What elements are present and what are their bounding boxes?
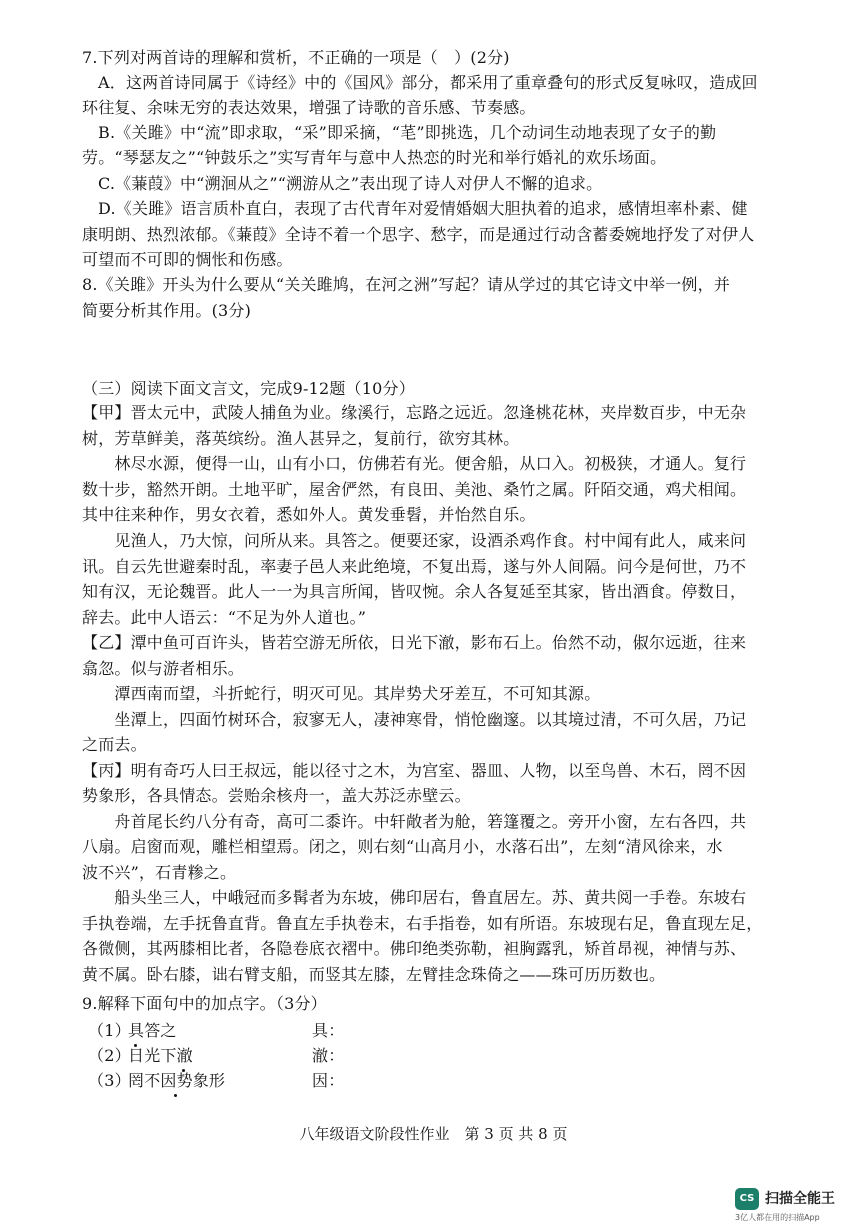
q7-option-d-line2: 康明朗、热烈浓郁。《蒹葭》全诗不着一个思字、愁字，而是通过行动含蓄委婉地抒发了对伊人 [82,225,755,244]
watermark-app-name: 扫描全能王 [765,1191,835,1207]
passage-line: 树，芳草鲜美，落英缤纷。渔人甚异之，复前行，欲穷其林。 [82,429,520,448]
q9-item-1-num: （1） [88,1021,131,1040]
camscanner-logo-icon: CS [735,1188,759,1210]
passage-line: 波不兴”，石青糁之。 [82,863,237,882]
q7-option-b-line2: 劳。“琴瑟友之”“钟鼓乐之”实写青年与意中人热恋的时光和举行婚礼的欢乐场面。 [82,148,667,167]
passage-line: 舟首尾长约八分有奇，高可二黍许。中轩敞者为舱，箬篷覆之。旁开小窗，左右各四，共 [82,812,747,831]
q7-option-a-line1: A．这两首诗同属于《诗经》中的《国风》部分，都采用了重章叠句的形式反复咏叹，造成回 [98,73,758,92]
q8-line2: 简要分析其作用。(3分) [82,301,252,320]
passage-line: 船头坐三人，中峨冠而多髯者为东坡，佛印居右，鲁直居左。苏、黄共阅一手卷。东坡右 [82,888,747,907]
q9-item-1-answer: 具： [312,1021,345,1040]
q7-option-a-line2: 环往复、余味无穷的表达效果，增强了诗歌的音乐感、节奏感。 [82,98,536,117]
q9-item-3-answer: 因： [312,1071,345,1090]
watermark-tagline: 3亿人都在用的扫描App [735,1213,820,1222]
passage-line: 手执卷端，左手抚鲁直背。鲁直左手执卷末，右手指卷，如有所语。东坡现右足，鲁直现左足， [82,914,763,933]
scanner-watermark [735,1186,855,1226]
passage-line: 八扇。启窗而观，雕栏相望焉。闭之，则右刻“山高月小，水落石出”，左刻“清风徐来，水 [82,837,723,856]
passage-line: 【甲】晋太元中，武陵人捕鱼为业。缘溪行，忘路之远近。忽逢桃花林，夹岸数百步，中无杂 [82,403,747,422]
section3-heading: （三）阅读下面文言文，完成9-12题（10分） [82,379,415,398]
passage-line: 见渔人，乃大惊，问所从来。具答之。便要还家，设酒杀鸡作食。村中闻有此人，咸来问 [82,531,747,550]
passage-line: 数十步，豁然开朗。土地平旷，屋舍俨然，有良田、美池、桑竹之属。阡陌交通，鸡犬相闻。 [82,480,747,499]
passage-line: 坐潭上，四面竹树环合，寂寥无人，凄神寒骨，悄怆幽邃。以其境过清，不可久居，乃记 [82,710,747,729]
emphasis-dot [174,1094,177,1097]
passage-line: 翕忽。似与游者相乐。 [82,659,245,678]
passage-line: 之而去。 [82,735,147,754]
q9-item-2-text: 日光下澈 [128,1046,193,1065]
passage-line: 势象形，各具情态。尝贻余核舟一，盖大苏泛赤壁云。 [82,786,471,805]
page-footer: 八年级语文阶段性作业 第 3 页 共 8 页 [299,1125,568,1143]
passage-line: 各微侧，其两膝相比者，各隐卷底衣褶中。佛印绝类弥勒，袒胸露乳，矫首昂视，神情与苏、 [82,939,747,958]
q9-item-3-text: 罔不因势象形 [128,1071,226,1090]
q9-stem: 9.解释下面句中的加点字。（3分） [82,994,327,1013]
passage-line: 辞去。此中人语云：“不足为外人道也。” [82,608,367,627]
q7-option-c: C.《蒹葭》中“溯洄从之”“溯游从之”表出现了诗人对伊人不懈的追求。 [98,174,603,193]
passage-line: 讯。自云先世避秦时乱，率妻子邑人来此绝境，不复出焉，遂与外人间隔。问今是何世，乃不 [82,557,747,576]
q7-option-d-line3: 可望而不可即的惆怅和伤感。 [82,250,293,269]
passage-line: 黄不属。卧右膝，诎右臂支船，而竖其左膝，左臂挂念珠倚之——珠可历历数也。 [82,965,666,984]
passage-line: 其中往来种作，男女衣着，悉如外人。黄发垂髫，并怡然自乐。 [82,505,536,524]
passage-line: 【乙】潭中鱼可百许头，皆若空游无所依，日光下澈，影布石上。佁然不动，俶尔远逝，往来 [82,633,747,652]
q8-line1: 8.《关雎》开头为什么要从“关关雎鸠，在河之洲”写起？请从学过的其它诗文中举一例，并 [82,275,731,294]
q9-item-2-answer: 澈： [312,1046,345,1065]
passage-line: 【丙】明有奇巧人曰王叔远，能以径寸之木，为宫室、器皿、人物，以至鸟兽、木石，罔不因 [82,761,747,780]
q9-item-2-num: （2） [88,1046,131,1065]
q7-option-d-line1: D.《关雎》语言质朴直白，表现了古代青年对爱情婚姻大胆执着的追求，感情坦率朴素、健 [98,199,748,218]
q7-option-b-line1: B.《关雎》中“流”即求取，“采”即采摘，“芼”即挑选，几个动词生动地表现了女子的勤 [98,123,717,142]
q9-item-1-text: 具答之 [128,1021,177,1040]
passage-line: 林尽水源，便得一山，山有小口，仿佛若有光。便舍船，从口入。初极狭，才通人。复行 [82,454,747,473]
q9-item-3-num: （3） [88,1071,131,1090]
passage-line: 知有汉，无论魏晋。此人一一为具言所闻，皆叹惋。余人各复延至其家，皆出酒食。停数日， [82,582,747,601]
passage-line: 潭西南而望，斗折蛇行，明灭可见。其岸势犬牙差互，不可知其源。 [82,684,601,703]
q7-stem: 7.下列对两首诗的理解和赏析，不正确的一项是（ ）(2分) [82,48,510,67]
